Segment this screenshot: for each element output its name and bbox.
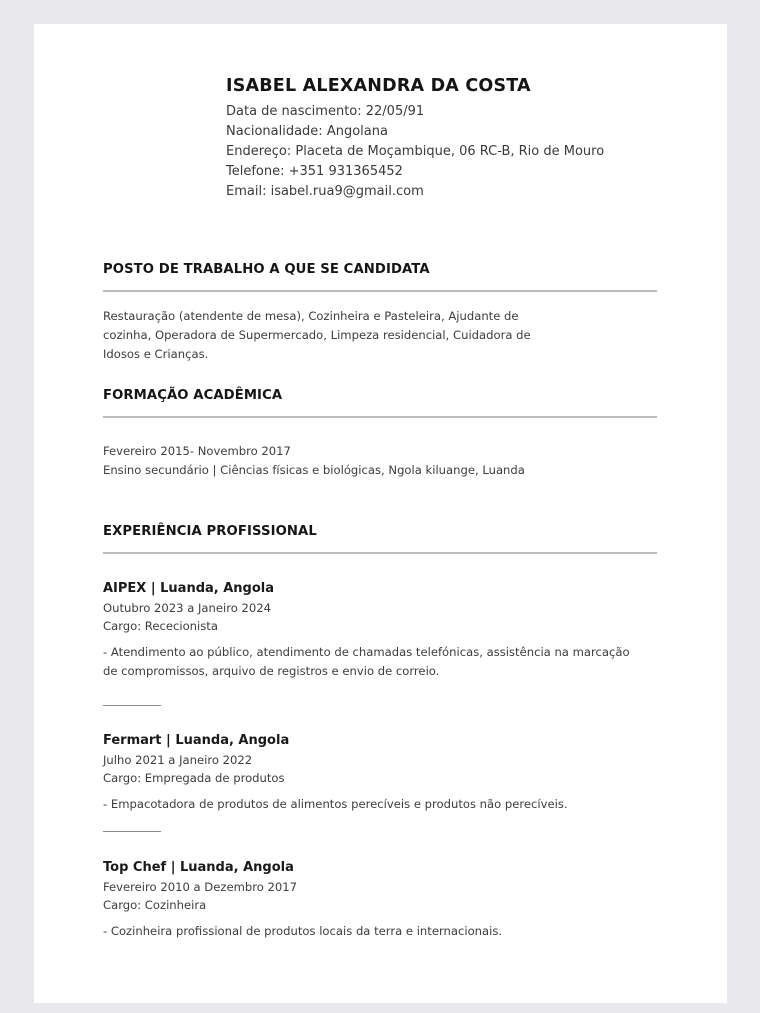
job-period: Outubro 2023 a Janeiro 2024 xyxy=(103,601,272,615)
job-role: Cargo: Empregada de produtos xyxy=(103,771,285,785)
education-detail: Ensino secundário | Ciências físicas e biológicas, Ngola kiluange, Luanda xyxy=(103,463,525,477)
birth-date: Data de nascimento: 22/05/91 xyxy=(226,104,425,119)
position-section xyxy=(103,260,657,364)
section-divider xyxy=(103,552,657,554)
job-description xyxy=(103,922,663,941)
nationality: Nacionalidade: Angolana xyxy=(226,124,388,139)
section-divider xyxy=(103,290,657,292)
candidate-name: ISABEL ALEXANDRA DA COSTA xyxy=(226,76,531,96)
job-entry xyxy=(103,731,663,814)
job-entry xyxy=(103,858,663,941)
job-company: AIPEX | Luanda, Angola xyxy=(103,581,275,596)
experience-section xyxy=(103,522,657,554)
job-description xyxy=(103,795,663,814)
text-line: Restauração (atendente de mesa), Cozinheira e Pasteleira, Ajudante de xyxy=(103,309,519,323)
job-description xyxy=(103,643,663,681)
email: Email: isabel.rua9@gmail.com xyxy=(226,184,424,199)
job-period: Julho 2021 a Janeiro 2022 xyxy=(103,753,253,767)
job-period: Fevereiro 2010 a Dezembro 2017 xyxy=(103,880,298,894)
text-line: - Cozinheira profissional de produtos locais da terra e internacionais. xyxy=(103,924,503,938)
education-section xyxy=(103,386,657,480)
job-separator xyxy=(103,831,161,832)
section-title: POSTO DE TRABALHO A QUE SE CANDIDATA xyxy=(103,262,430,277)
text-line: de compromissos, arquivo de registros e envio de correio. xyxy=(103,664,440,678)
job-entry xyxy=(103,579,663,681)
resume-page xyxy=(34,24,727,1003)
resume-header xyxy=(226,76,604,202)
job-role: Cargo: Rececionista xyxy=(103,619,218,633)
job-separator xyxy=(103,705,161,706)
section-title: FORMAÇÃO ACADÊMICA xyxy=(103,388,283,403)
position-text xyxy=(103,307,657,364)
address: Endereço: Placeta de Moçambique, 06 RC-B, Rio de Mouro xyxy=(226,144,605,159)
text-line: - Empacotadora de produtos de alimentos perecíveis e produtos não perecíveis. xyxy=(103,797,568,811)
text-line: - Atendimento ao público, atendimento de chamadas telefónicas, assistência na marcação xyxy=(103,645,630,659)
job-role: Cargo: Cozinheira xyxy=(103,898,207,912)
phone: Telefone: +351 931365452 xyxy=(226,164,403,179)
education-period: Fevereiro 2015- Novembro 2017 xyxy=(103,444,291,458)
text-line: cozinha, Operadora de Supermercado, Limpeza residencial, Cuidadora de xyxy=(103,328,531,342)
section-title: EXPERIÊNCIA PROFISSIONAL xyxy=(103,524,317,539)
education-entry xyxy=(103,442,657,480)
text-line: Idosos e Crianças. xyxy=(103,347,209,361)
section-divider xyxy=(103,416,657,418)
job-company: Top Chef | Luanda, Angola xyxy=(103,860,294,875)
job-company: Fermart | Luanda, Angola xyxy=(103,733,290,748)
